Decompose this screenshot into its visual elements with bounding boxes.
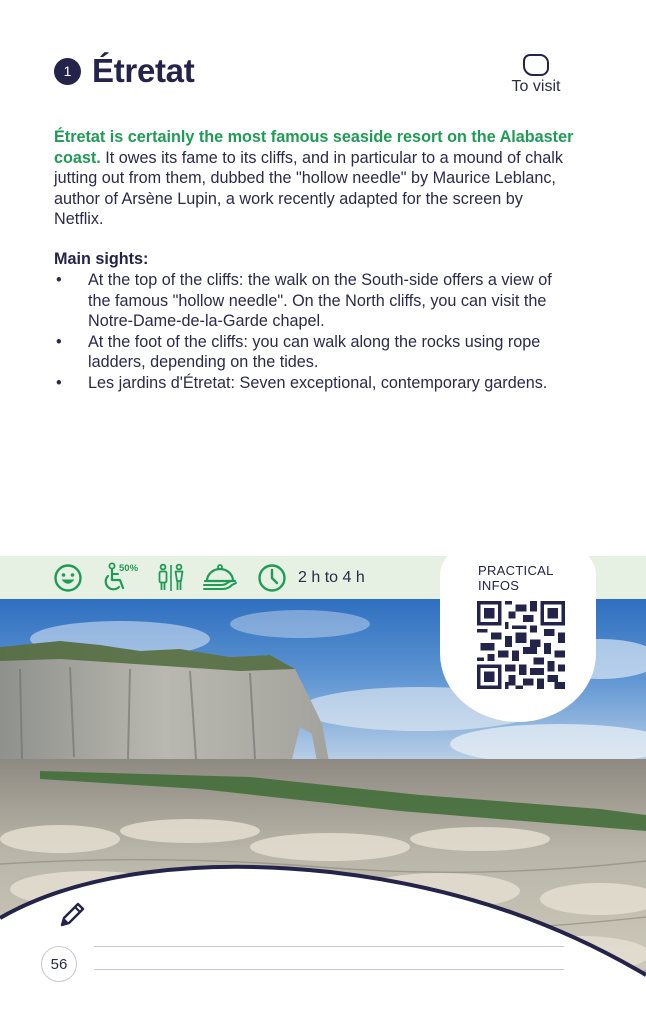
- accessibility-percent: 50%: [119, 563, 139, 574]
- list-item-text: Les jardins d'Étretat: Seven exceptional, contemporary gardens.: [88, 373, 548, 392]
- bullet: •: [56, 332, 62, 351]
- visit-duration: 2 h to 4 h: [298, 569, 365, 586]
- intro-text: It owes its fame to its cliffs, and in particular to a mound of chalk jutting out from them, dubbed the "hollow needle" by Maurice Leblanc, author of Arsène Lupin, a work recently adapted for the screen by Netflix.: [54, 148, 563, 228]
- list-item-text: At the foot of the cliffs: you can walk along the rocks using rope ladders, depending on the tides.: [88, 332, 541, 371]
- practical-label-line-2: INFOS: [478, 578, 520, 593]
- to-visit-label: To visit: [511, 78, 561, 95]
- sights-heading: Main sights:: [54, 250, 149, 268]
- sight-number-badge: 1: [54, 58, 81, 85]
- pencil-icon: [56, 899, 88, 931]
- list-item-text: At the top of the cliffs: the walk on the South-side offers a view of the famous "hollow needle". On the North cliffs, you can visit the Notre-Dame-de-la-Garde chapel.: [88, 271, 552, 330]
- bullet: •: [56, 373, 62, 392]
- bullet: •: [56, 271, 62, 289]
- notes-line[interactable]: [94, 969, 564, 970]
- intro-highlight: Étretat is certainly the most famous seaside resort on the Alabaster coast.: [54, 128, 574, 167]
- page-number: 56: [41, 946, 77, 982]
- practical-label-line-1: PRACTICAL: [478, 563, 554, 578]
- notes-line[interactable]: [94, 946, 564, 947]
- page-title: Étretat: [92, 52, 195, 89]
